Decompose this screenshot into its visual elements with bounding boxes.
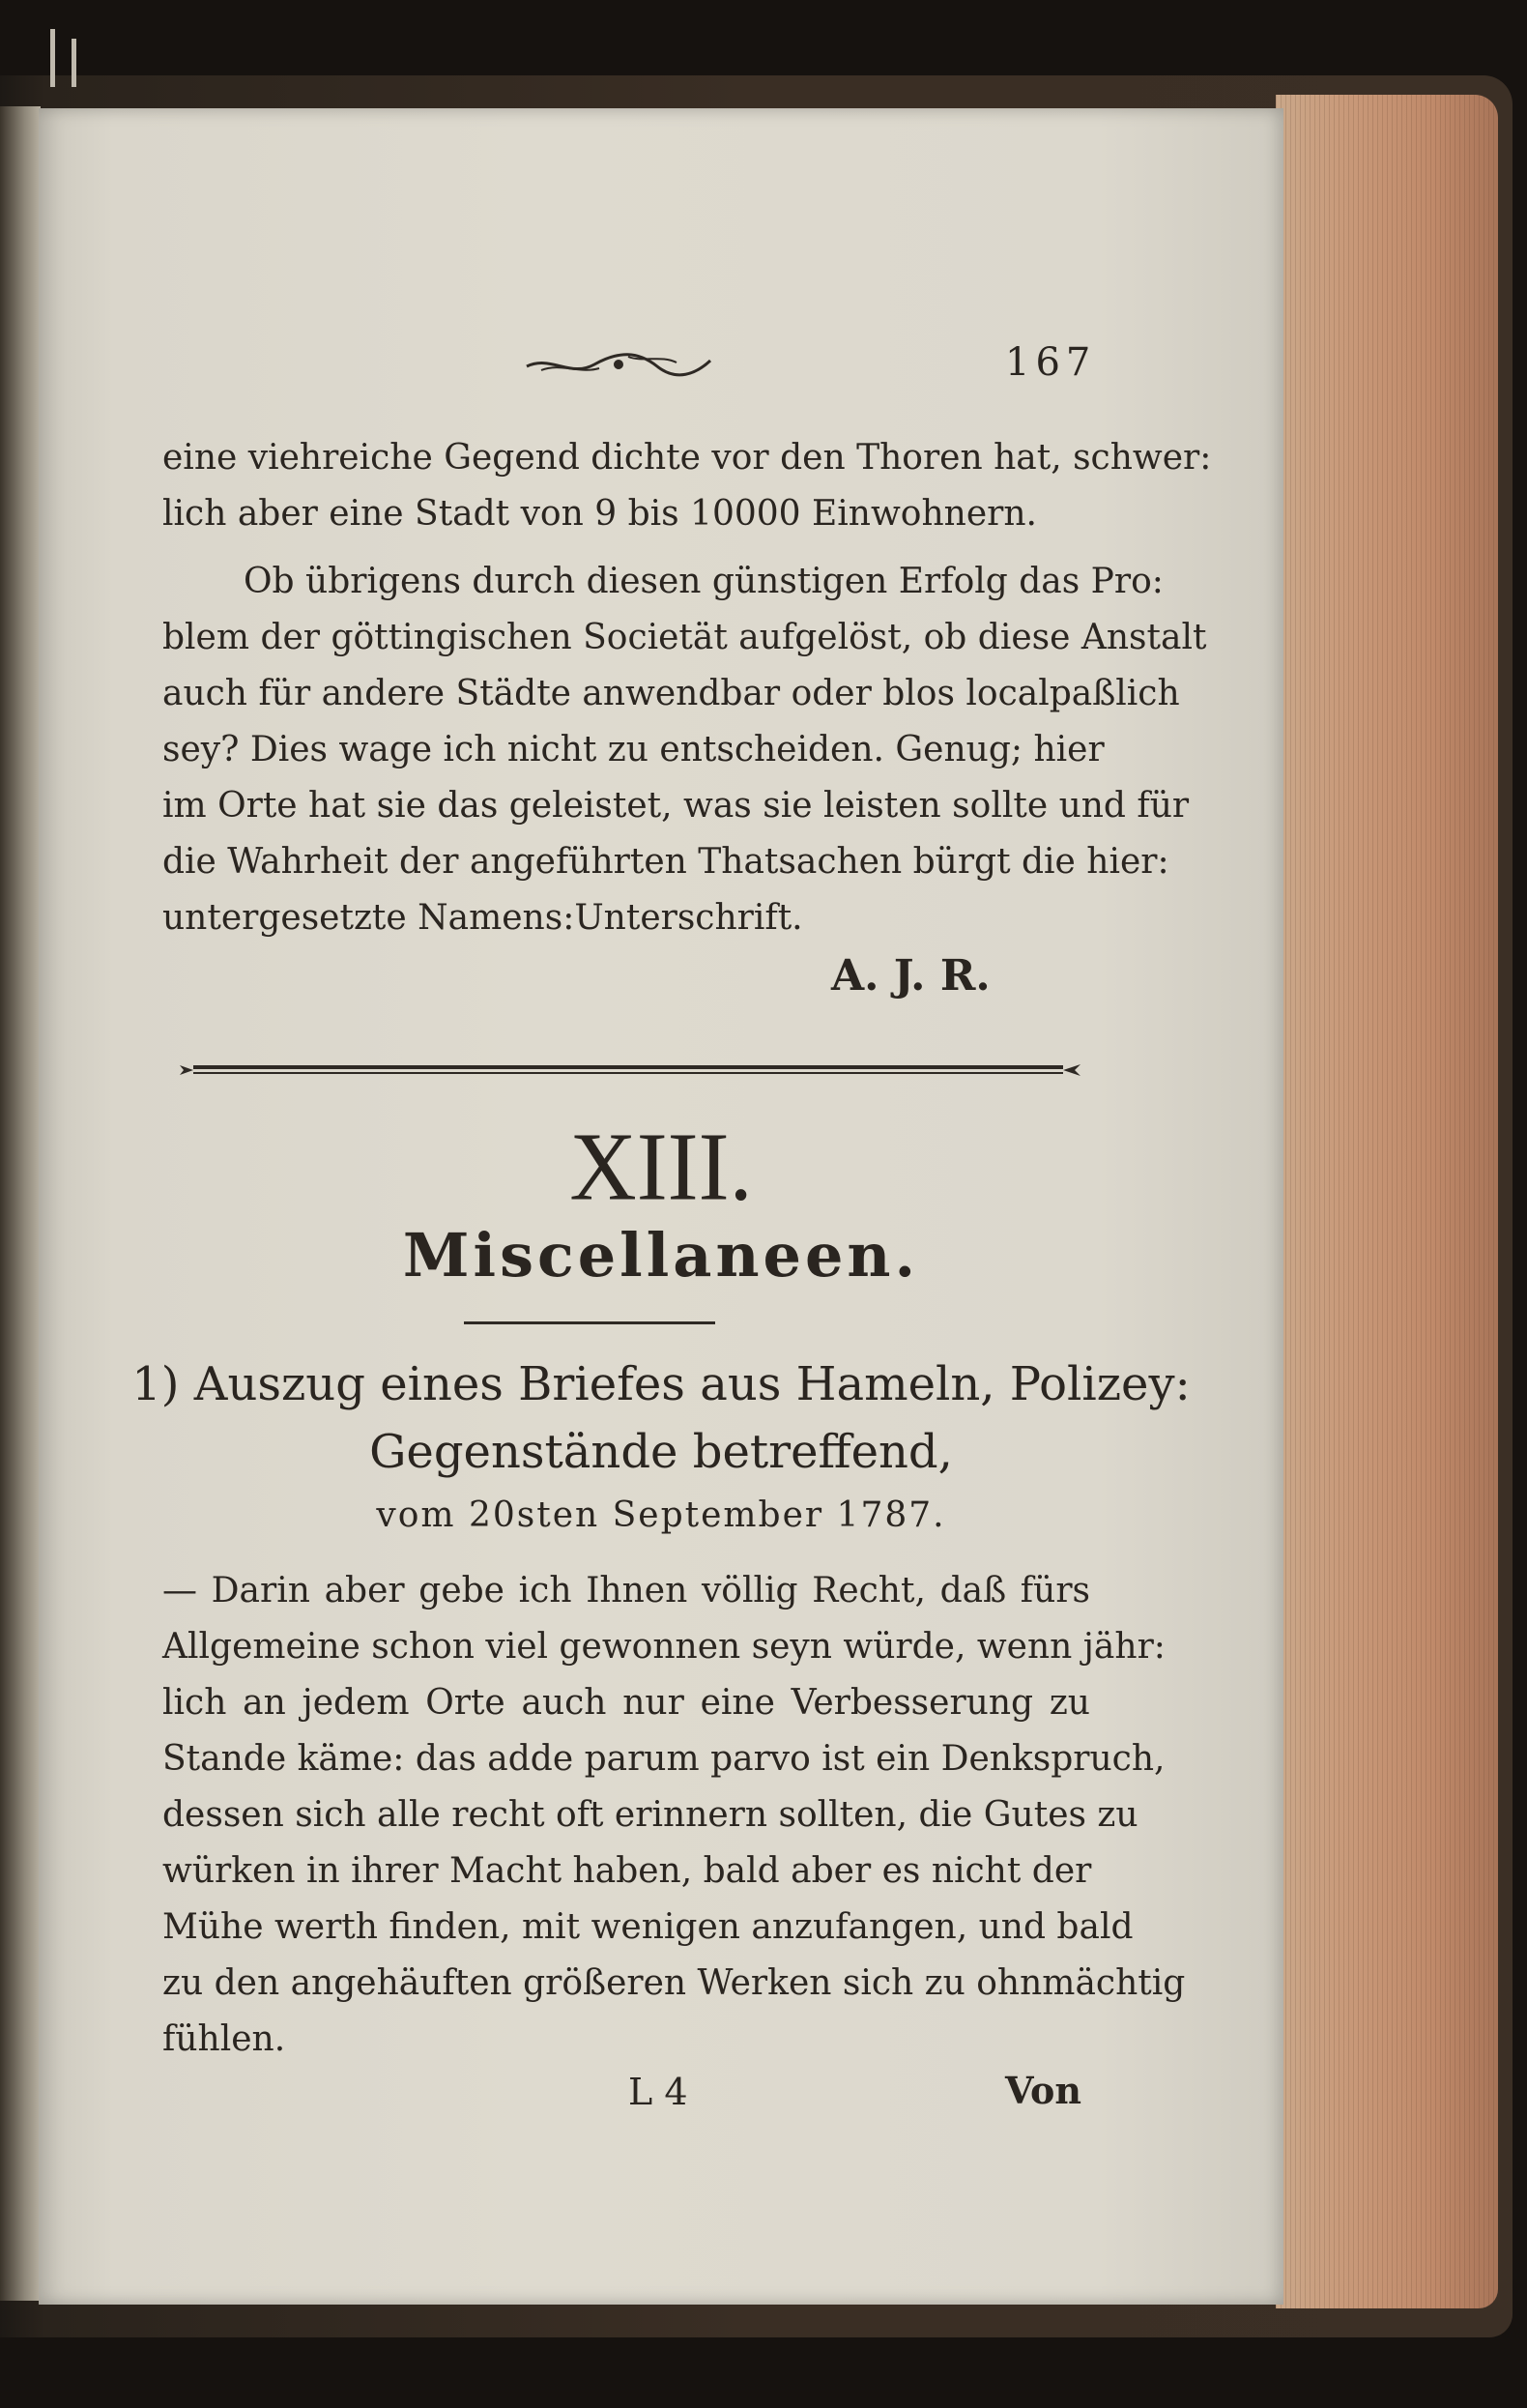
text-line: würken in ihrer Macht haben, bald aber es nicht der (162, 1851, 1092, 1891)
text-line: lich an jedem Orte auch nur eine Verbesserung zu (162, 1683, 1090, 1723)
section-divider-rule (174, 1056, 1092, 1085)
page-number: 167 (1005, 340, 1097, 385)
text-line: eine viehreiche Gegend dichte vor den Thoren hat, schwer: (162, 438, 1212, 478)
text-line: die Wahrheit der angeführten Thatsachen bürgt die hier: (162, 842, 1169, 882)
text-line: dessen sich alle recht oft erinnern sollten, die Gutes zu (162, 1795, 1138, 1835)
book-fore-edge (1276, 95, 1498, 2308)
header-ornament-icon (522, 345, 715, 384)
article-heading-line: 1) Auszug eines Briefes aus Hameln, Polizey: (131, 1357, 1191, 1411)
text-line: im Orte hat sie das geleistet, was sie leisten sollte und für (162, 786, 1190, 826)
section-numeral: XIII. (569, 1112, 753, 1221)
text-line: blem der göttingischen Societät aufgelöst, ob diese Anstalt (162, 618, 1207, 657)
article-date: vom 20sten September 1787. (376, 1495, 946, 1535)
text-line: auch für andere Städte anwendbar oder blos localpaßlich (162, 674, 1180, 713)
author-signature: A. J. R. (831, 951, 991, 1001)
text-line: — Darin aber gebe ich Ihnen völlig Recht, daß fürs (162, 1571, 1090, 1610)
text-line: sey? Dies wage ich nicht zu entscheiden. Genug; hier (162, 730, 1105, 769)
article-heading-line: Gegenstände betreffend, (369, 1425, 953, 1479)
signature-mark: L 4 (628, 2071, 688, 2113)
text-line: Mühe werth finden, mit wenigen anzufangen, und bald (162, 1907, 1134, 1947)
text-line: fühlen. (162, 2019, 286, 2059)
text-line: Stande käme: das adde parum parvo ist ein Denkspruch, (162, 1739, 1166, 1779)
text-line: zu den angehäuften größeren Werken sich zu ohnmächtig (162, 1963, 1186, 2003)
text-line: untergesetzte Namens:Unterschrift. (162, 898, 803, 938)
text-line: Ob übrigens durch diesen günstigen Erfolg das Pro: (244, 562, 1164, 601)
book-page (39, 108, 1283, 2305)
text-line: lich aber eine Stadt von 9 bis 10000 Einwohnern. (162, 494, 1037, 534)
section-title: Miscellaneen. (402, 1220, 920, 1291)
left-page-edge (0, 106, 41, 2301)
binding-thread-marks (43, 29, 101, 87)
catchword: Von (1005, 2069, 1081, 2112)
text-line: Allgemeine schon viel gewonnen seyn würde, wenn jähr: (162, 1627, 1166, 1667)
title-underline (464, 1321, 715, 1324)
